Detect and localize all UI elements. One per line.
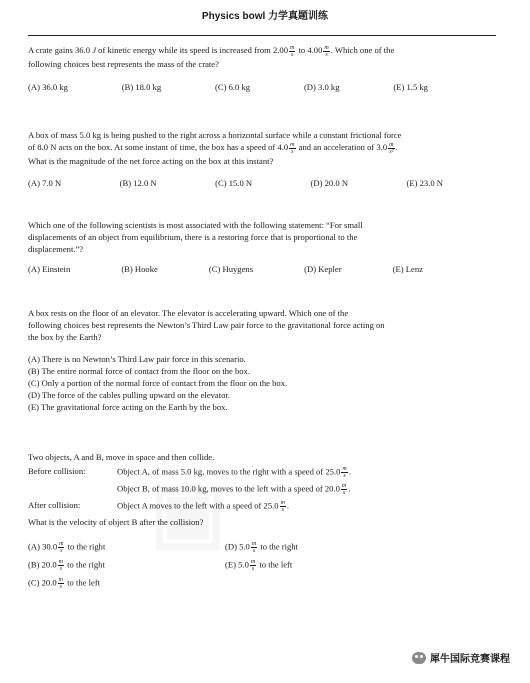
frac: $\frac{m}{s}$ <box>342 466 347 479</box>
frac: $\frac{m}{\text{s²}}$ <box>389 141 394 155</box>
q4-option-a[interactable]: (A) There is no Newton’s Third Law pair force in this scenario. <box>28 354 246 364</box>
q3-line3: displacement.”? <box>28 244 84 254</box>
q2-line3: What is the magnitude of the net force acting on the box at this instant? <box>28 155 274 166</box>
q5-after-label: After collision: <box>28 500 81 510</box>
page-header: Physics bowl 力学真题训练 <box>201 11 329 22</box>
q3-option-c[interactable]: (C) Huygens <box>208 264 254 274</box>
q5-option-a[interactable]: (A) 30.0 $\frac{m}{s}$ to the right <box>28 541 106 554</box>
question-5 <box>28 451 500 463</box>
q2-option-e[interactable]: (E) 23.0 N <box>406 177 443 188</box>
frac: $\frac{m}{s}$ <box>250 559 256 572</box>
frac: $\frac{m}{s}$ <box>280 500 285 513</box>
q3-option-b[interactable]: (B) Hooke <box>121 264 158 274</box>
frac: $\frac{m}{s}$ <box>251 541 257 554</box>
q3-options <box>28 263 423 275</box>
q3-line2: displacements of an object from equilibrium, there is a restoring force that is proportional to the <box>28 232 358 242</box>
q1-options <box>28 81 428 93</box>
frac: $\frac{m}{s}$ <box>324 44 329 58</box>
frac: $\frac{m}{s}$ <box>59 541 64 554</box>
q3-line1: Which one of the following scientists is most associated with the following statement: “For small <box>28 220 363 230</box>
q2-option-d[interactable]: (D) 20.0 N <box>310 177 349 188</box>
q5-option-e[interactable]: (E) 5.0 $\frac{m}{s}$ to the left <box>225 559 293 572</box>
q2-option-c[interactable]: (C) 15.0 N <box>215 177 253 188</box>
q1-option-c[interactable]: (C) 6.0 kg <box>214 81 251 92</box>
question-2 <box>28 129 500 189</box>
q4-option-e[interactable]: (E) The gravitational force acting on the Earth by the box. <box>28 402 228 412</box>
q1-line2: following choices best represents the mass of the crate? <box>28 58 219 69</box>
q4-option-d[interactable]: (D) The force of the cables pulling upward on the elevator. <box>28 390 230 400</box>
q5-before-b: Object B, of mass 10.0 kg, moves to the left with a speed of 20.0 $\frac{m}{s}$ . <box>117 483 351 496</box>
watermark-text: 犀牛国际竞赛课程 <box>430 654 510 665</box>
q2-option-b[interactable]: (B) 12.0 N <box>119 177 157 188</box>
watermark <box>412 650 510 665</box>
q4-option-b[interactable]: (B) The entire normal force of contact from the floor on the box. <box>28 366 251 376</box>
q1-line1: A crate gains 36.0 J of kinetic energy while its speed is increased from 2.00 $\frac{m}{s}$ to 4.00 $\frac{m}{s}$ . Which one of the <box>28 44 395 58</box>
q1-option-d[interactable]: (D) 3.0 kg <box>303 81 340 92</box>
q5-before-a: Object A, of mass 5.0 kg, moves to the right with a speed of 25.0 $\frac{m}{s}$ . <box>117 466 351 479</box>
q4-options <box>28 353 500 413</box>
q2-option-a[interactable]: (A) 7.0 N <box>28 177 62 188</box>
q4-option-c[interactable]: (C) Only a portion of the normal force of contact from the floor on the box. <box>28 378 288 388</box>
header-rule <box>28 35 496 36</box>
question-4 <box>28 307 500 413</box>
frac: $\frac{m}{s}$ <box>58 577 63 590</box>
question-1 <box>28 44 500 93</box>
q5-question: What is the velocity of object B after the collision? <box>28 517 204 527</box>
q4-line3: the box by the Earth? <box>28 332 102 342</box>
question-3 <box>28 219 500 275</box>
q5-option-d[interactable]: (D) 5.0 $\frac{m}{s}$ to the right <box>225 541 299 554</box>
q5-before-label: Before collision: <box>28 466 86 476</box>
q1-option-a[interactable]: (A) 36.0 kg <box>28 81 68 92</box>
frac: $\frac{m}{s}$ <box>341 483 347 496</box>
q5-option-b[interactable]: (B) 20.0 $\frac{m}{s}$ to the right <box>28 559 105 572</box>
q3-option-e[interactable]: (E) Lenz <box>392 264 423 274</box>
q4-line2: following choices best represents the Newton’s Third Law pair force to the gravitational force acting on <box>28 320 385 330</box>
frac: $\frac{m}{s}$ <box>290 44 295 58</box>
frac: $\frac{m}{s}$ <box>58 559 63 572</box>
q3-option-d[interactable]: (D) Kepler <box>304 264 342 274</box>
q1-option-b[interactable]: (B) 18.0 kg <box>121 81 162 92</box>
q1-option-e[interactable]: (E) 1.5 kg <box>393 81 428 92</box>
q2-line2: of 8.0 N acts on the box. At some instant of time, the box has a speed of 4.0 $\frac{m}{s}$ and an acceleration of 3.0 $\frac{m}{\text{s²}}$ . <box>28 141 398 155</box>
wechat-icon <box>412 652 426 664</box>
q2-options <box>28 177 443 189</box>
frac: $\frac{m}{s}$ <box>290 141 295 155</box>
q3-option-a[interactable]: (A) Einstein <box>28 264 71 274</box>
q4-line1: A box rests on the floor of an elevator. The elevator is accelerating upward. Which one of the <box>28 308 349 318</box>
q5-line1: Two objects, A and B, move in space and then collide. <box>28 452 215 462</box>
q5-option-c[interactable]: (C) 20.0 $\frac{m}{s}$ to the left <box>28 577 101 590</box>
q5-after-a: Object A moves to the left with a speed of 25.0 $\frac{m}{s}$ . <box>117 500 290 513</box>
q2-line1: A box of mass 5.0 kg is being pushed to the right across a horizontal surface while a constant frictional force <box>28 130 402 140</box>
